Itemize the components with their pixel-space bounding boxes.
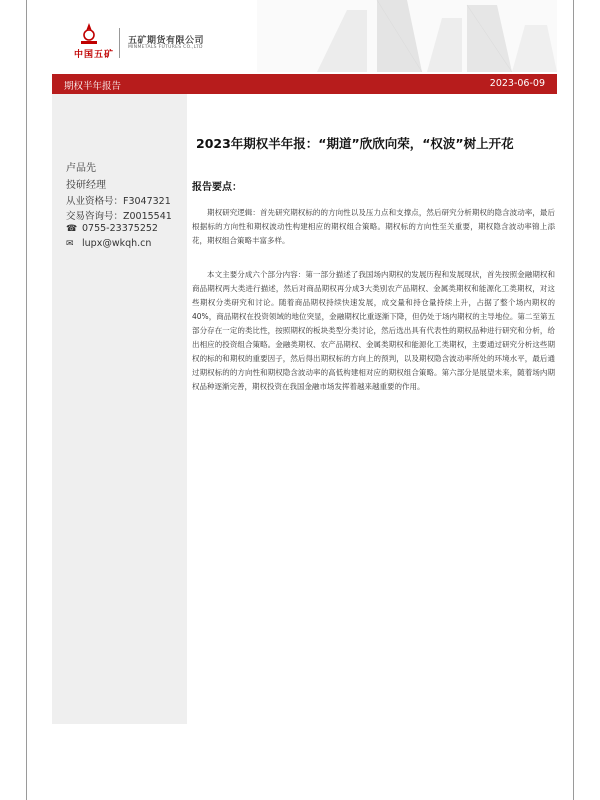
page-edge-right [573, 0, 574, 800]
header-divider [119, 28, 120, 58]
report-title: 2023年期权半年报：“期道”欣欣向荣，“权波”树上开花 [196, 136, 514, 151]
summary-paragraph-2: 本文主要分成六个部分内容：第一部分描述了我国场内期权的发展历程和发展现状，首先按照金融期权和商品期权两大类进行描述，然后对商品期权再分成3大类别农产品期权、金属类期权和能源化工类期权，对这些期权分类研究和讨论。随着商品期权持续快速发展，成交量和持仓量持续上升，占据了整个场内期权的40%，商品期权在投资领域的地位突显，金融期权比重逐渐下降，但仍处于场内期权的主导地位。第二至第五部分存在一定的类比性，按照期权的板块类型分类讨论，然后选出具有代表性的期权品种进行研究和分析，给出相应的投资组合策略。金融类期权、农产品期权、金属类期权和能源化工类期权，主要通过研究分析这些期权的标的和期权的重要因子，然后得出期权标的方向上的预判，以及期权隐含波动率所处的环境水平，最后通过期权标的的方向性和期权隐含波动率的高低构建相对应的期权组合策略。第六部分是展望未来，随着场内期权品种逐渐完善，期权投资在我国金融市场发挥着越来越重要的作用。 [192, 270, 555, 391]
analyst-phone-number: 0755-23375252 [82, 223, 158, 234]
analyst-email[interactable] [66, 238, 151, 249]
company-name-en: MINMETALS FUTURES CO.,LTD [128, 45, 203, 50]
report-date: 2023-06-09 [489, 78, 545, 89]
summary-paragraph-1: 期权研究逻辑：首先研究期权标的的方向性以及压力点和支撑点，然后研究分析期权的隐含波动率，最后根据标的方向性和期权波动性构建相应的期权组合策略。期权标的方向性至关重要，期权隐含波动率锦上添花，期权组合策略丰富多样。 [192, 208, 555, 245]
summary-heading: 报告要点： [192, 182, 242, 193]
report-type-label: 期权半年报告 [64, 81, 122, 92]
skyline-graphic-icon [257, 0, 557, 72]
page-edge-left [26, 0, 27, 800]
envelope-icon: ✉ [66, 239, 74, 249]
analyst-certification: 从业资格号：F3047321 [66, 196, 171, 207]
brand-name: 中国五矿 [74, 50, 115, 60]
analyst-phone [66, 223, 158, 234]
analyst-email-address[interactable]: lupx@wkqh.cn [82, 238, 152, 249]
phone-icon: ☎ [66, 224, 78, 234]
analyst-sidebar [52, 94, 187, 724]
analyst-name: 卢品先 [66, 163, 96, 174]
analyst-trading-consult: 交易咨询号：Z0015541 [66, 211, 172, 222]
analyst-title: 投研经理 [66, 180, 106, 191]
company-name-cn: 五矿期货有限公司 [128, 36, 205, 46]
report-header [52, 0, 557, 72]
minmetals-logo-icon [79, 22, 99, 46]
report-banner [52, 74, 557, 94]
